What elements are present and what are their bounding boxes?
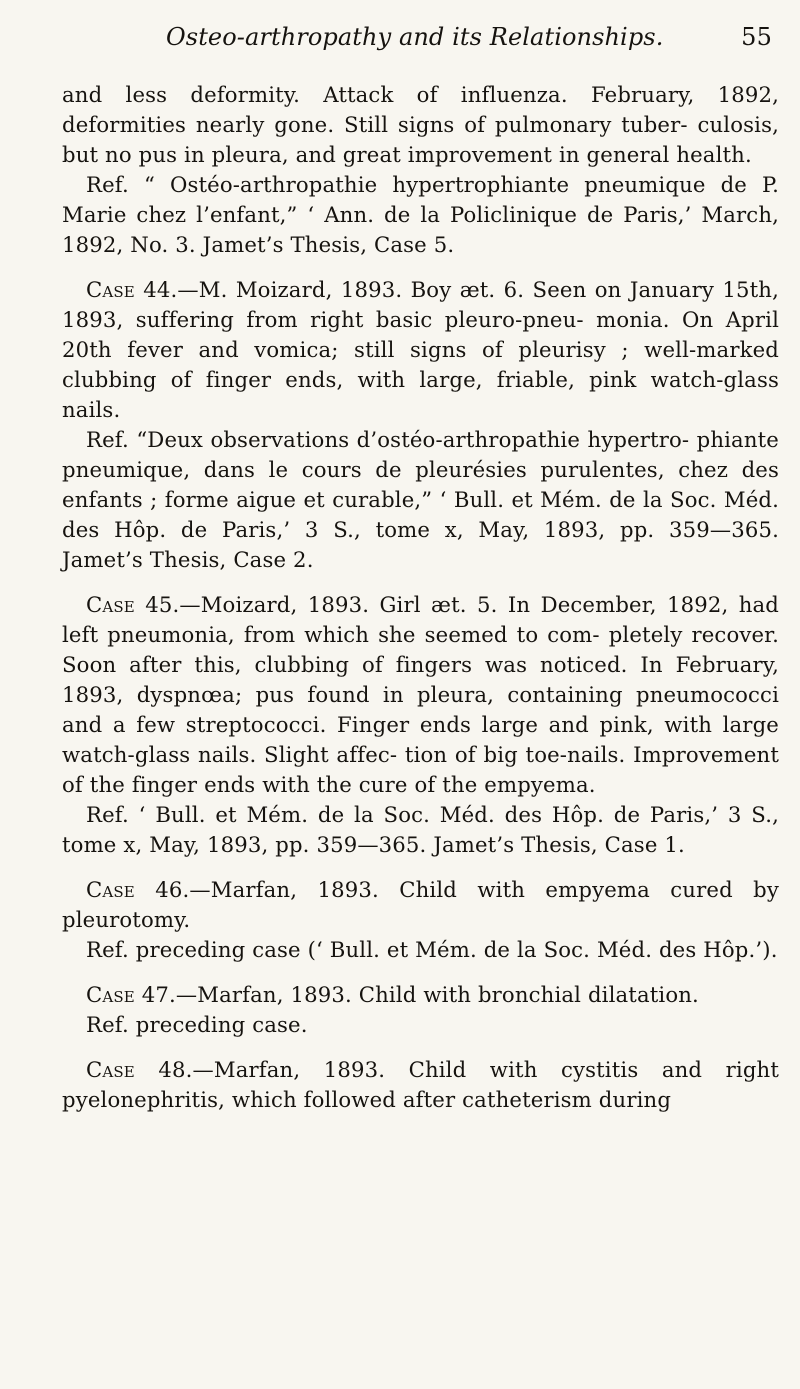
case-45-reference	[62, 800, 779, 860]
case-44-paragraph	[62, 275, 779, 425]
page-header	[166, 22, 772, 58]
case-43-continuation	[62, 80, 779, 170]
paragraph-text: 44.—M. Moizard, 1893. Boy æt. 6. Seen on January 15th, 1893, suffering from right basic pleuro-pneu- monia. On April 20th fever and vomica; still signs of pleurisy ; well-marked clubbing of finger ends, with large, friable, pink watch-glass nails.	[62, 277, 779, 422]
case-47-reference	[62, 1010, 779, 1040]
case-47-paragraph	[62, 980, 779, 1010]
paragraph-text: 46.—Marfan, 1893. Child with empyema cured by pleurotomy.	[62, 877, 779, 932]
case-label: Case	[86, 1057, 135, 1082]
reference-text: Ref. preceding case.	[86, 1012, 308, 1037]
case-46-paragraph	[62, 875, 779, 935]
reference-text: Ref. “Deux observations d’ostéo-arthropathie hypertro- phiante pneumique, dans le cours de pleurésies purulentes, chez des enfants ; forme aigue et curable,” ‘ Bull. et Mém. de la Soc. Méd. des Hôp. de Paris,’ 3 S., tome x, May, 1893, pp. 359—365. Jamet’s Thesis, Case 2.	[62, 427, 779, 572]
running-title: Osteo-arthropathy and its Relationships.	[166, 23, 664, 51]
case-48-paragraph	[62, 1055, 779, 1115]
case-44-reference	[62, 425, 779, 575]
case-46-reference	[62, 935, 779, 965]
case-label: Case	[86, 277, 135, 302]
case-45-paragraph	[62, 590, 779, 800]
case-label: Case	[86, 592, 135, 617]
reference-text: Ref. “ Ostéo-arthropathie hypertrophiante pneumique de P. Marie chez l’enfant,” ‘ Ann. de la Policlinique de Paris,’ March, 1892, No. 3. Jamet’s Thesis, Case 5.	[62, 172, 779, 257]
case-label: Case	[86, 982, 135, 1007]
case-43-reference	[62, 170, 779, 260]
paragraph-text: 47.—Marfan, 1893. Child with bronchial dilatation.	[134, 982, 699, 1007]
reference-text: Ref. ‘ Bull. et Mém. de la Soc. Méd. des Hôp. de Paris,’ 3 S., tome x, May, 1893, pp. 359—365. Jamet’s Thesis, Case 1.	[62, 802, 779, 857]
paragraph-text: and less deformity. Attack of influenza. February, 1892, deformities nearly gone. Still signs of pulmonary tuber- culosis, but no pus in pleura, and great improvement in general health.	[62, 82, 779, 167]
paragraph-text: 48.—Marfan, 1893. Child with cystitis and right pyelonephritis, which followed after catheterism during	[62, 1057, 779, 1112]
page-body	[62, 80, 779, 1115]
paragraph-text: 45.—Moizard, 1893. Girl æt. 5. In December, 1892, had left pneumonia, from which she seemed to com- pletely recover. Soon after this, clubbing of fingers was noticed. In February, 1893, dyspnœa; pus found in pleura, containing pneumococci and a few streptococci. Finger ends large and pink, with large watch-glass nails. Slight affec- tion of big toe-nails. Improvement of the finger ends with the cure of the empyema.	[62, 592, 779, 797]
case-label: Case	[86, 877, 135, 902]
reference-text: Ref. preceding case (‘ Bull. et Mém. de la Soc. Méd. des Hôp.’).	[86, 937, 778, 962]
page-number: 55	[741, 23, 772, 51]
